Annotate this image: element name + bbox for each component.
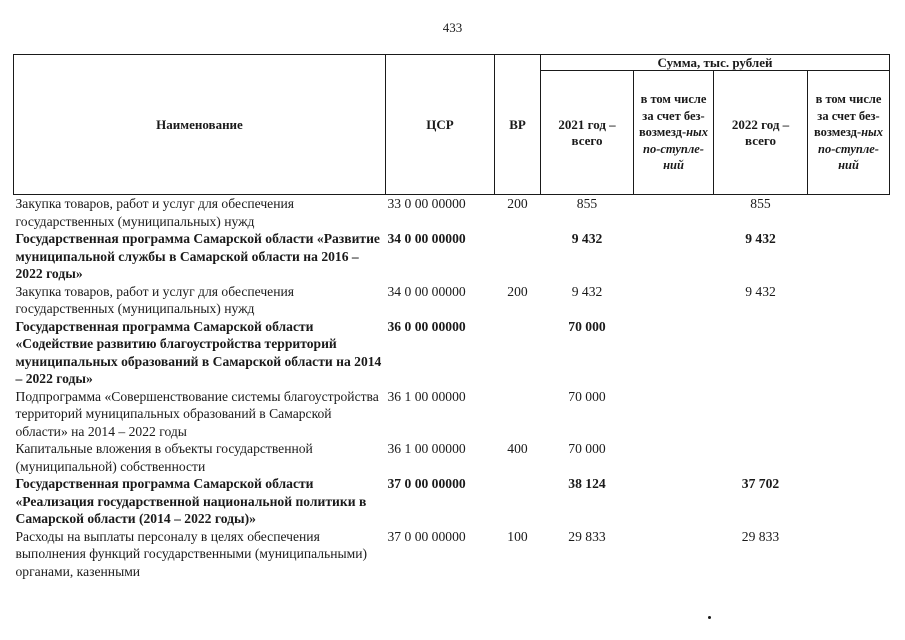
- row-name: Расходы на выплаты персоналу в целях обеспечения выполнения функций государственными (муниципальными) органами, казенными: [15, 528, 368, 579]
- row-2021: 38 124: [568, 476, 606, 491]
- row-2021: 9 432: [571, 231, 603, 246]
- row-name: Капитальные вложения в объекты государственной (муниципальной) собственности: [15, 441, 313, 474]
- row-2021: 70 000: [568, 388, 606, 404]
- row-2022: [714, 440, 808, 475]
- row-csr: 37 0 00 00000: [387, 476, 466, 491]
- row-2022-incl: [808, 318, 890, 388]
- table-row: [14, 475, 890, 528]
- row-name: Государственная программа Самарской области «Реализация государственной национальной политики в Самарской области (2014 – 2022 годы)»: [15, 476, 367, 526]
- row-2022-incl: [808, 230, 890, 283]
- table-row: [14, 388, 890, 441]
- row-2022-incl: [808, 475, 890, 528]
- row-csr: 36 0 00 00000: [387, 318, 466, 334]
- row-2022-incl: [808, 283, 890, 318]
- row-2021-incl: [634, 388, 714, 441]
- row-2021-incl: [634, 475, 714, 528]
- row-2022-incl: [808, 528, 890, 581]
- row-csr: 36 1 00 00000: [387, 441, 466, 456]
- row-2021: 9 432: [571, 283, 603, 299]
- header-vr: ВР: [495, 55, 541, 195]
- header-2022-incl: в том числе за счет без-возмезд-ных по-ступле-ний: [808, 71, 890, 195]
- row-2022: [714, 388, 808, 441]
- row-vr: [495, 475, 541, 528]
- row-vr: 200: [507, 196, 528, 211]
- row-2022: [714, 318, 808, 388]
- row-2021: 70 000: [568, 318, 606, 334]
- row-csr: 33 0 00 00000: [387, 196, 466, 211]
- row-2021-incl: [634, 440, 714, 475]
- table-row: [14, 528, 890, 581]
- header-2021-incl: в том числе за счет без-возмезд-ных по-ступле-ний: [634, 71, 714, 195]
- row-vr: 100: [507, 528, 528, 544]
- scan-speck: [708, 616, 711, 619]
- row-2021: 855: [576, 196, 598, 211]
- row-csr: 34 0 00 00000: [387, 231, 466, 246]
- row-2022-incl: [808, 388, 890, 441]
- row-vr: [495, 388, 541, 441]
- header-2022-total: 2022 год – всего: [714, 71, 808, 195]
- table-row: [14, 283, 890, 318]
- row-2022-incl: [808, 440, 890, 475]
- header-name: Наименование: [14, 55, 386, 195]
- row-name: Закупка товаров, работ и услуг для обеспечения государственных (муниципальных) нужд: [15, 196, 294, 229]
- row-vr: 200: [507, 283, 528, 299]
- row-2021-incl: [634, 195, 714, 231]
- row-2022: 37 702: [741, 476, 780, 491]
- budget-table: [13, 54, 890, 580]
- row-2021-incl: [634, 283, 714, 318]
- row-2022: 9 432: [745, 231, 776, 246]
- row-2022: 855: [750, 196, 771, 211]
- table-row: [14, 230, 890, 283]
- row-name: Закупка товаров, работ и услуг для обеспечения государственных (муниципальных) нужд: [15, 283, 294, 316]
- row-csr: 37 0 00 00000: [387, 528, 466, 544]
- row-csr: 34 0 00 00000: [387, 283, 466, 299]
- row-2021: 29 833: [568, 528, 606, 544]
- row-2021-incl: [634, 230, 714, 283]
- row-vr: [495, 230, 541, 283]
- row-2022-incl: [808, 195, 890, 231]
- table-row: [14, 440, 890, 475]
- table-row: [14, 195, 890, 231]
- row-2022: 9 432: [745, 283, 776, 299]
- row-2021-incl: [634, 528, 714, 581]
- header-sum: Сумма, тыс. рублей: [541, 55, 890, 71]
- header-csr: ЦСР: [386, 55, 495, 195]
- page-number: 433: [442, 20, 463, 35]
- row-vr: [495, 318, 541, 388]
- row-csr: 36 1 00 00000: [387, 388, 466, 404]
- row-vr: 400: [507, 441, 528, 456]
- row-name: Государственная программа Самарской области «Содействие развитию благоустройства территорий муниципальных образований в Самарской области на 2014 – 2022 годы»: [15, 318, 382, 386]
- row-name: Подпрограмма «Совершенствование системы благоустройства территорий муниципальных образований в Самарской области» на 2014 – 2022 годы: [15, 388, 379, 439]
- row-2021-incl: [634, 318, 714, 388]
- table-row: [14, 318, 890, 388]
- row-2021: 70 000: [568, 441, 606, 456]
- header-2021-total: 2021 год – всего: [541, 71, 634, 195]
- row-name: Государственная программа Самарской области «Развитие муниципальной службы в Самарской области на 2016 – 2022 годы»: [15, 231, 380, 281]
- row-2022: 29 833: [741, 528, 780, 544]
